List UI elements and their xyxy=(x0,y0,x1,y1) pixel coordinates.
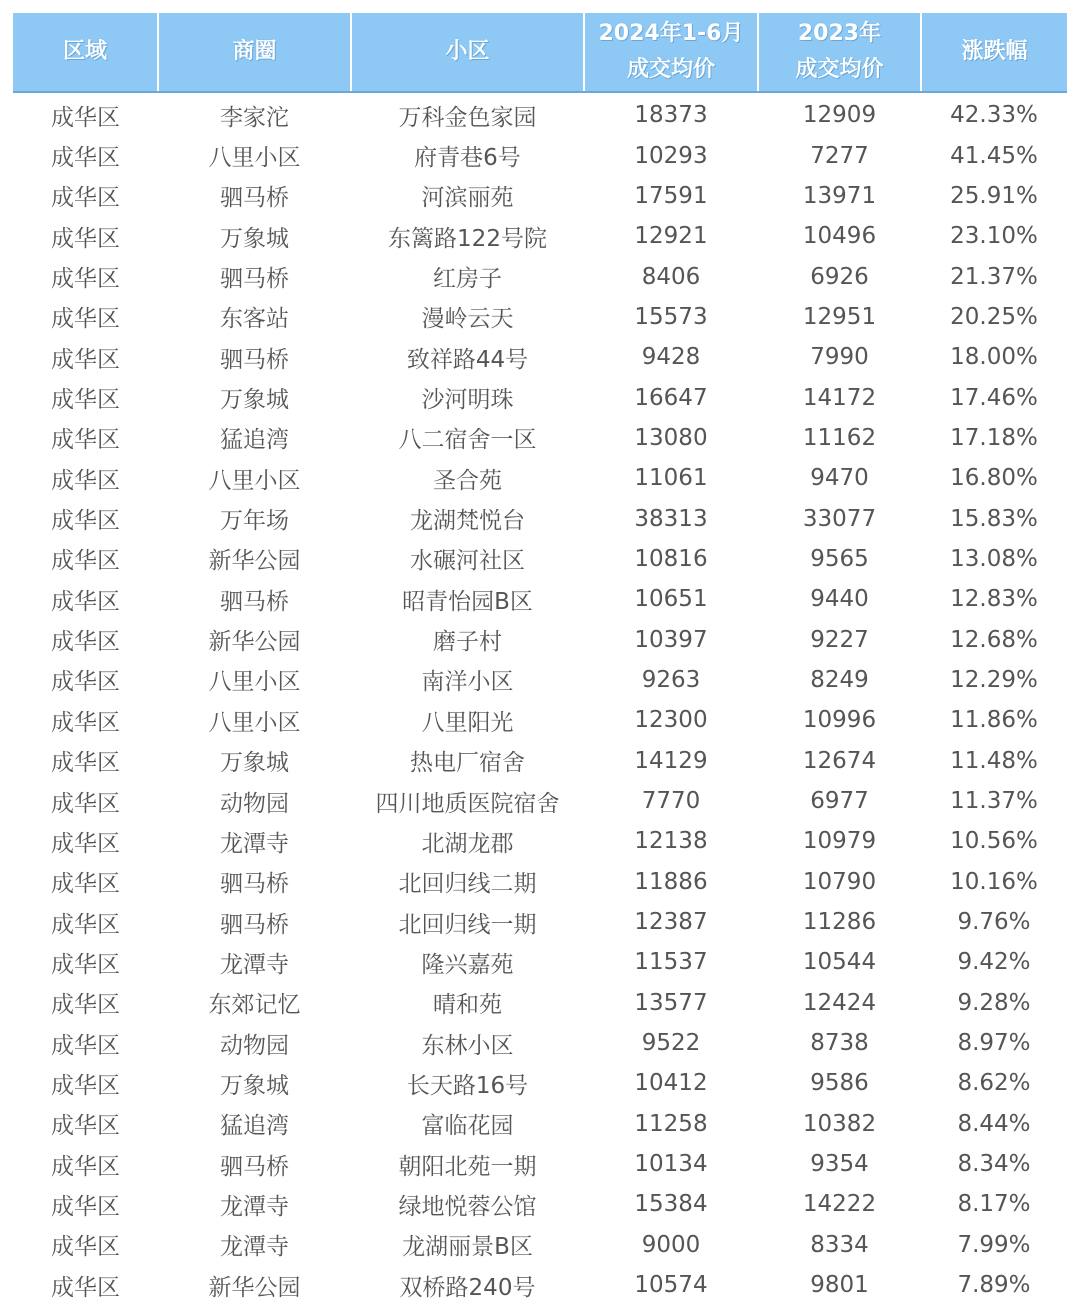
header-row xyxy=(13,13,1067,92)
price-2024h1-cell: 11886 xyxy=(634,868,708,895)
price-2023-cell: 8738 xyxy=(810,1030,869,1057)
price-2024h1-cell: 16647 xyxy=(634,384,708,411)
community-cell: 圣合苑 xyxy=(433,467,502,494)
price-2023-cell: 12674 xyxy=(802,747,877,774)
table-row xyxy=(13,983,1067,1023)
change-rate-cell: 12.68% xyxy=(950,626,1038,653)
business-area-cell: 猛追湾 xyxy=(220,1113,289,1140)
change-rate-cell: 17.18% xyxy=(950,424,1038,451)
table-row xyxy=(13,539,1067,579)
table-body xyxy=(13,92,1067,1305)
business-area-cell: 万象城 xyxy=(220,225,289,252)
business-area-cell: 驷马桥 xyxy=(220,911,289,938)
price-2024h1-cell: 15384 xyxy=(634,1191,708,1218)
business-area-cell: 动物园 xyxy=(220,790,289,817)
table-row xyxy=(13,579,1067,619)
change-rate-cell: 7.99% xyxy=(957,1231,1031,1258)
district-cell: 成华区 xyxy=(51,1113,120,1140)
community-cell: 朝阳北苑一期 xyxy=(398,1153,537,1180)
community-cell: 磨子村 xyxy=(433,629,502,656)
table-row xyxy=(13,1023,1067,1063)
change-rate-cell: 16.80% xyxy=(950,465,1038,492)
community-cell: 南洋小区 xyxy=(421,669,514,696)
district-cell: 成华区 xyxy=(51,1032,120,1059)
price-table-container xyxy=(13,13,1067,1305)
community-cell: 四川地质医院宿舍 xyxy=(375,790,560,817)
price-2024h1-cell: 10293 xyxy=(634,142,708,169)
change-rate-cell: 8.34% xyxy=(957,1151,1031,1178)
price-2024h1-cell: 13577 xyxy=(634,989,708,1016)
change-rate-cell: 21.37% xyxy=(950,263,1038,290)
district-cell: 成华区 xyxy=(51,346,120,373)
change-rate-cell: 12.29% xyxy=(950,666,1038,693)
price-2023-cell: 9227 xyxy=(810,626,869,653)
community-cell: 长天路16号 xyxy=(406,1072,529,1099)
price-2024h1-cell: 14129 xyxy=(634,747,708,774)
business-area-cell: 龙潭寺 xyxy=(220,1234,289,1261)
price-2024h1-cell: 11258 xyxy=(634,1110,708,1137)
community-cell: 龙湖梵悦台 xyxy=(410,508,525,535)
community-cell: 龙湖丽景B区 xyxy=(402,1234,533,1261)
community-cell: 晴和苑 xyxy=(433,992,502,1019)
community-cell: 八里阳光 xyxy=(421,709,514,736)
business-area-cell: 驷马桥 xyxy=(220,1153,289,1180)
community-cell: 富临花园 xyxy=(421,1113,514,1140)
district-cell: 成华区 xyxy=(51,145,120,172)
price-2023-cell: 14222 xyxy=(802,1191,877,1218)
price-2023-cell: 11286 xyxy=(802,909,877,936)
price-2023-cell: 9440 xyxy=(810,586,869,613)
table-row xyxy=(13,458,1067,498)
price-2024h1-cell: 10412 xyxy=(634,1070,708,1097)
price-2024h1-cell: 10134 xyxy=(634,1151,708,1178)
price-2023-cell: 14172 xyxy=(802,384,877,411)
header-label: 涨跌幅 xyxy=(961,39,1028,64)
community-cell: 漫岭云天 xyxy=(421,306,514,333)
district-cell: 成华区 xyxy=(51,1072,120,1099)
price-2023-cell: 9801 xyxy=(810,1272,869,1299)
price-2023-cell: 9354 xyxy=(810,1151,869,1178)
community-cell: 河滨丽苑 xyxy=(421,185,514,212)
price-2023-cell: 10496 xyxy=(802,223,877,250)
price-2024h1-cell: 11061 xyxy=(634,465,708,492)
business-area-cell: 猛追湾 xyxy=(220,427,289,454)
change-rate-cell: 25.91% xyxy=(950,182,1038,209)
price-2023-cell: 10979 xyxy=(802,828,877,855)
table-row xyxy=(13,418,1067,458)
price-2024h1-cell: 10397 xyxy=(634,626,708,653)
price-2023-cell: 10544 xyxy=(802,949,877,976)
district-cell: 成华区 xyxy=(51,588,120,615)
community-cell: 双桥路240号 xyxy=(399,1274,536,1301)
change-rate-cell: 9.76% xyxy=(957,909,1031,936)
change-rate-cell: 8.17% xyxy=(957,1191,1031,1218)
district-cell: 成华区 xyxy=(51,992,120,1019)
community-cell: 北回归线二期 xyxy=(398,871,537,898)
header-label: 成交均价 xyxy=(795,57,884,82)
business-area-cell: 八里小区 xyxy=(208,709,301,736)
business-area-cell: 万象城 xyxy=(220,387,289,414)
district-cell: 成华区 xyxy=(51,830,120,857)
price-2024h1-cell: 9428 xyxy=(641,344,701,371)
price-2023-cell: 10996 xyxy=(802,707,877,734)
business-area-cell: 新华公园 xyxy=(208,1274,301,1301)
header-label: 小区 xyxy=(445,39,490,64)
price-2023-cell: 7277 xyxy=(810,142,869,169)
business-area-cell: 驷马桥 xyxy=(220,346,289,373)
community-cell: 沙河明珠 xyxy=(421,387,514,414)
business-area-cell: 龙潭寺 xyxy=(220,951,289,978)
price-2023-cell: 12951 xyxy=(802,303,877,330)
price-2023-cell: 13971 xyxy=(802,182,877,209)
header-district xyxy=(13,13,158,92)
price-2024h1-cell: 9263 xyxy=(641,666,701,693)
business-area-cell: 东客站 xyxy=(220,306,289,333)
change-rate-cell: 9.42% xyxy=(957,949,1031,976)
price-2024h1-cell: 10651 xyxy=(634,586,708,613)
price-2024h1-cell: 17591 xyxy=(634,182,708,209)
business-area-cell: 龙潭寺 xyxy=(220,830,289,857)
business-area-cell: 万象城 xyxy=(220,750,289,777)
table-row xyxy=(13,337,1067,377)
change-rate-cell: 23.10% xyxy=(950,223,1038,250)
price-2023-cell: 10790 xyxy=(802,868,877,895)
community-cell: 热电厂宿舍 xyxy=(410,750,525,777)
price-2024h1-cell: 9522 xyxy=(641,1030,701,1057)
district-cell: 成华区 xyxy=(51,266,120,293)
business-area-cell: 驷马桥 xyxy=(220,588,289,615)
community-cell: 东篱路122号院 xyxy=(388,225,547,252)
business-area-cell: 龙潭寺 xyxy=(220,1193,289,1220)
price-2023-cell: 9586 xyxy=(810,1070,869,1097)
change-rate-cell: 13.08% xyxy=(950,545,1038,572)
district-cell: 成华区 xyxy=(51,548,120,575)
header-business-area xyxy=(158,13,351,92)
price-2023-cell: 8249 xyxy=(810,666,869,693)
price-2023-cell: 7990 xyxy=(810,344,869,371)
table-row xyxy=(13,135,1067,175)
table-row xyxy=(13,862,1067,902)
change-rate-cell: 8.44% xyxy=(957,1110,1031,1137)
change-rate-cell: 8.97% xyxy=(957,1030,1031,1057)
header-change-rate xyxy=(921,13,1067,92)
district-cell: 成华区 xyxy=(51,427,120,454)
district-cell: 成华区 xyxy=(51,467,120,494)
district-cell: 成华区 xyxy=(51,225,120,252)
community-cell: 致祥路44号 xyxy=(406,346,529,373)
district-cell: 成华区 xyxy=(51,629,120,656)
table-row xyxy=(13,498,1067,538)
change-rate-cell: 18.00% xyxy=(950,344,1038,371)
district-cell: 成华区 xyxy=(51,306,120,333)
table-row xyxy=(13,377,1067,417)
table-row xyxy=(13,256,1067,296)
table-row xyxy=(13,902,1067,942)
price-2023-cell: 9470 xyxy=(810,465,869,492)
table-row xyxy=(13,741,1067,781)
change-rate-cell: 8.62% xyxy=(957,1070,1031,1097)
table-row xyxy=(13,1265,1067,1305)
price-2024h1-cell: 11537 xyxy=(634,949,708,976)
district-cell: 成华区 xyxy=(51,508,120,535)
price-2024h1-cell: 10574 xyxy=(634,1272,708,1299)
district-cell: 成华区 xyxy=(51,951,120,978)
table-row xyxy=(13,216,1067,256)
business-area-cell: 八里小区 xyxy=(208,669,301,696)
community-cell: 昭青怡园B区 xyxy=(402,588,533,615)
business-area-cell: 新华公园 xyxy=(208,629,301,656)
price-2023-cell: 6926 xyxy=(810,263,869,290)
district-cell: 成华区 xyxy=(51,790,120,817)
header-label: 区域 xyxy=(62,39,107,64)
business-area-cell: 驷马桥 xyxy=(220,185,289,212)
business-area-cell: 驷马桥 xyxy=(220,266,289,293)
district-cell: 成华区 xyxy=(51,911,120,938)
price-2023-cell: 11162 xyxy=(802,424,877,451)
change-rate-cell: 20.25% xyxy=(950,303,1038,330)
price-2023-cell: 12424 xyxy=(802,989,877,1016)
header-label: 2023年 xyxy=(797,21,882,46)
price-2023-cell: 33077 xyxy=(802,505,877,532)
change-rate-cell: 15.83% xyxy=(950,505,1038,532)
price-2024h1-cell: 9000 xyxy=(641,1231,701,1258)
change-rate-cell: 41.45% xyxy=(950,142,1038,169)
community-cell: 红房子 xyxy=(433,266,502,293)
price-2024h1-cell: 18373 xyxy=(634,102,708,129)
community-cell: 万科金色家园 xyxy=(398,104,537,131)
table-row xyxy=(13,1184,1067,1224)
district-cell: 成华区 xyxy=(51,387,120,414)
community-cell: 水碾河社区 xyxy=(410,548,525,575)
business-area-cell: 新华公园 xyxy=(208,548,301,575)
change-rate-cell: 10.56% xyxy=(950,828,1038,855)
price-2023-cell: 9565 xyxy=(810,545,869,572)
change-rate-cell: 10.16% xyxy=(950,868,1038,895)
table-row xyxy=(13,1063,1067,1103)
community-cell: 东林小区 xyxy=(421,1032,514,1059)
price-2024h1-cell: 15573 xyxy=(634,303,708,330)
price-2024h1-cell: 38313 xyxy=(634,505,708,532)
business-area-cell: 万年场 xyxy=(220,508,289,535)
community-cell: 绿地悦蓉公馆 xyxy=(398,1193,537,1220)
header-avg-price-2023 xyxy=(758,13,921,92)
district-cell: 成华区 xyxy=(51,1193,120,1220)
table-row xyxy=(13,942,1067,982)
price-2024h1-cell: 12138 xyxy=(634,828,708,855)
community-cell: 隆兴嘉苑 xyxy=(421,951,514,978)
price-2024h1-cell: 12387 xyxy=(634,909,708,936)
community-cell: 府青巷6号 xyxy=(414,145,521,172)
header-label: 商圈 xyxy=(232,39,277,64)
change-rate-cell: 11.37% xyxy=(950,788,1038,815)
table-row xyxy=(13,700,1067,740)
price-2024h1-cell: 12300 xyxy=(634,707,708,734)
district-cell: 成华区 xyxy=(51,1274,120,1301)
community-cell: 北湖龙郡 xyxy=(421,830,514,857)
change-rate-cell: 17.46% xyxy=(950,384,1038,411)
business-area-cell: 动物园 xyxy=(220,1032,289,1059)
price-2024h1-cell: 10816 xyxy=(634,545,708,572)
table-row xyxy=(13,176,1067,216)
business-area-cell: 万象城 xyxy=(220,1072,289,1099)
header-label: 2024年1-6月 xyxy=(598,21,744,46)
change-rate-cell: 7.89% xyxy=(957,1272,1031,1299)
price-table xyxy=(13,13,1067,1305)
district-cell: 成华区 xyxy=(51,669,120,696)
district-cell: 成华区 xyxy=(51,104,120,131)
table-header xyxy=(13,13,1067,92)
price-2023-cell: 8334 xyxy=(810,1231,869,1258)
district-cell: 成华区 xyxy=(51,185,120,212)
table-row xyxy=(13,619,1067,659)
price-2024h1-cell: 12921 xyxy=(634,223,708,250)
table-row xyxy=(13,1104,1067,1144)
price-2024h1-cell: 7770 xyxy=(641,788,701,815)
price-2023-cell: 12909 xyxy=(802,102,877,129)
business-area-cell: 李家沱 xyxy=(220,104,289,131)
header-label: 成交均价 xyxy=(626,57,715,82)
business-area-cell: 八里小区 xyxy=(208,467,301,494)
change-rate-cell: 11.86% xyxy=(950,707,1038,734)
price-2023-cell: 10382 xyxy=(802,1110,877,1137)
price-2024h1-cell: 13080 xyxy=(634,424,708,451)
price-2023-cell: 6977 xyxy=(810,788,869,815)
change-rate-cell: 42.33% xyxy=(950,102,1038,129)
table-row xyxy=(13,297,1067,337)
header-avg-price-2024h1 xyxy=(584,13,758,92)
table-row xyxy=(13,1144,1067,1184)
table-row xyxy=(13,1225,1067,1265)
table-row xyxy=(13,92,1067,135)
community-cell: 北回归线一期 xyxy=(398,911,537,938)
table-row xyxy=(13,660,1067,700)
business-area-cell: 驷马桥 xyxy=(220,871,289,898)
table-row xyxy=(13,821,1067,861)
district-cell: 成华区 xyxy=(51,871,120,898)
district-cell: 成华区 xyxy=(51,1153,120,1180)
community-cell: 八二宿舍一区 xyxy=(398,427,537,454)
change-rate-cell: 9.28% xyxy=(957,989,1031,1016)
district-cell: 成华区 xyxy=(51,709,120,736)
change-rate-cell: 12.83% xyxy=(950,586,1038,613)
table-row xyxy=(13,781,1067,821)
change-rate-cell: 11.48% xyxy=(950,747,1038,774)
district-cell: 成华区 xyxy=(51,1234,120,1261)
business-area-cell: 八里小区 xyxy=(208,145,301,172)
business-area-cell: 东郊记忆 xyxy=(208,992,301,1019)
price-2024h1-cell: 8406 xyxy=(641,263,701,290)
header-community xyxy=(351,13,584,92)
district-cell: 成华区 xyxy=(51,750,120,777)
